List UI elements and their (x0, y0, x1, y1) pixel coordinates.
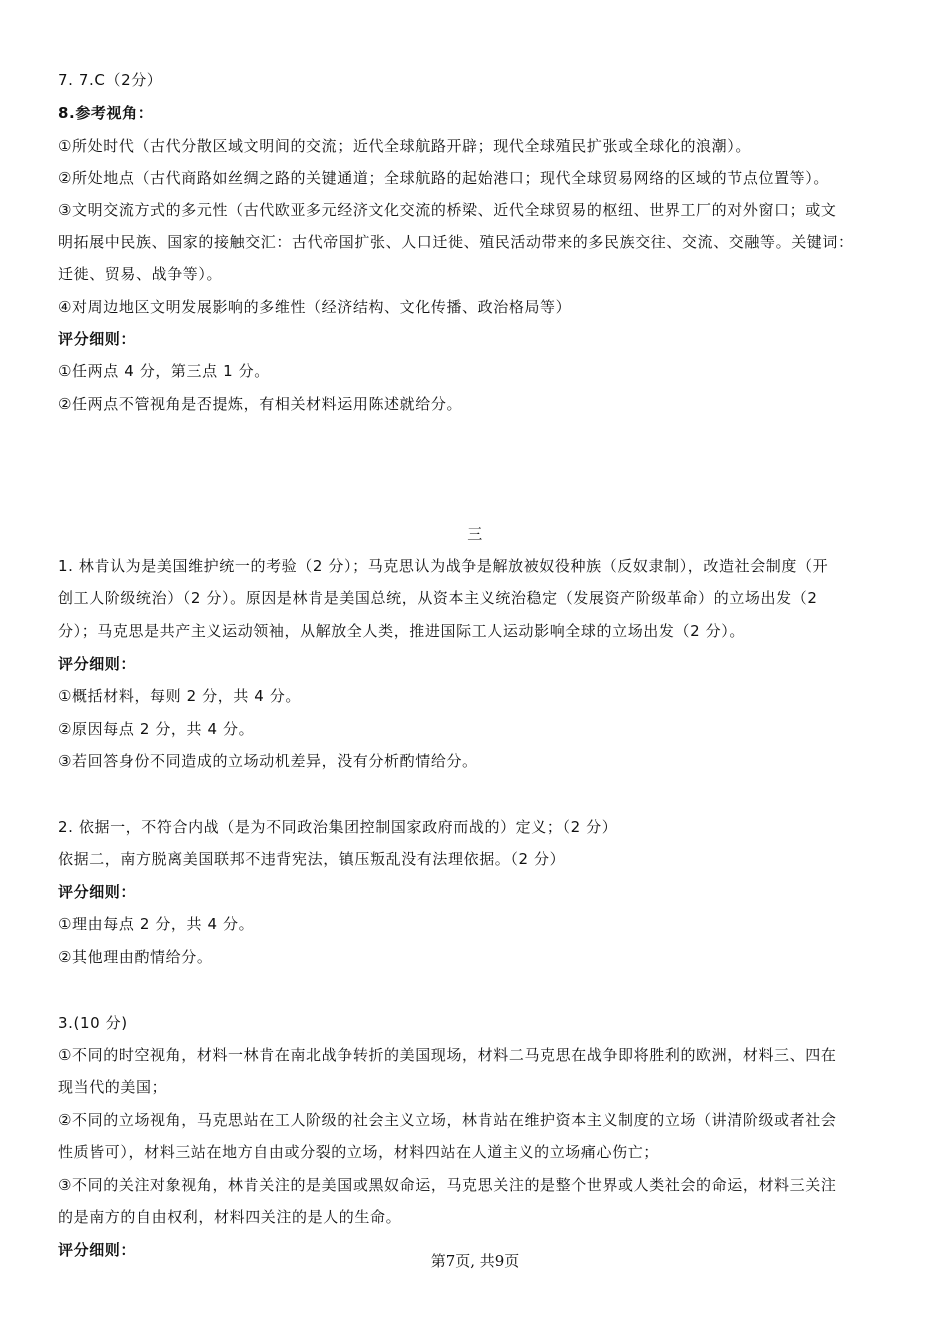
q1-line-3: 分）；马克思是共产主义运动领袖，从解放全人类，推进国际工人运动影响全球的立场出发（2 分）。 (58, 622, 745, 640)
q2-rubric-1: ①理由每点 2 分，共 4 分。 (58, 915, 255, 933)
q8-point-2: ②所处地点（古代商路如丝绸之路的关键通道；全球航路的起始港口；现代全球贸易网络的区域的节点位置等）。 (58, 169, 829, 187)
q1-line-2: 创工人阶级统治）（2 分）。原因是林肯是美国总统，从资本主义统治稳定（发展资产阶级革命）的立场出发（2 (58, 589, 818, 607)
q3-title: 3.(10 分) (58, 1014, 128, 1032)
q3-line-3: ②不同的立场视角，马克思站在工人阶级的社会主义立场，林肯站在维护资本主义制度的立场（讲清阶级或者社会 (58, 1111, 837, 1129)
q2-rubric-2: ②其他理由酌情给分。 (58, 948, 213, 966)
q3-line-2: 现当代的美国； (58, 1078, 168, 1096)
q8-rubric-title: 评分细则： (58, 330, 137, 348)
q2-line-2: 依据二，南方脱离美国联邦不违背宪法，镇压叛乱没有法理依据。（2 分） (58, 850, 566, 868)
q3-line-5: ③不同的关注对象视角，林肯关注的是美国或黑奴命运，马克思关注的是整个世界或人类社会的命运，材料三关注 (58, 1176, 837, 1194)
q7-answer: 7. 7.C（2分） (58, 71, 163, 89)
page-number: 第7页, 共9页 (430, 1252, 520, 1270)
q8-point-3: ③文明交流方式的多元性（古代欧亚多元经济文化交流的桥梁、近代全球贸易的枢纽、世界工厂的对外窗口；或文 (58, 201, 837, 219)
q1-rubric-2: ②原因每点 2 分，共 4 分。 (58, 720, 255, 738)
q1-line-1: 1. 林肯认为是美国维护统一的考验（2 分）；马克思认为战争是解放被奴役种族（反奴隶制），改造社会制度（开 (58, 557, 829, 575)
q1-rubric-1: ①概括材料，每则 2 分，共 4 分。 (58, 687, 302, 705)
q3-line-6: 的是南方的自由权利，材料四关注的是人的生命。 (58, 1208, 402, 1226)
q8-rubric-2: ②任两点不管视角是否提炼，有相关材料运用陈述就给分。 (58, 395, 463, 413)
q1-rubric-title: 评分细则： (58, 655, 137, 673)
q2-rubric-title: 评分细则： (58, 883, 137, 901)
q3-line-4: 性质皆可），材料三站在地方自由或分裂的立场，材料四站在人道主义的立场痛心伤亡； (58, 1143, 659, 1161)
section-three-heading: 三 (467, 525, 483, 543)
q2-line-1: 2. 依据一，不符合内战（是为不同政治集团控制国家政府而战的）定义；（2 分） (58, 818, 618, 836)
q1-rubric-3: ③若回答身份不同造成的立场动机差异，没有分析酌情给分。 (58, 752, 478, 770)
q8-title: 8.参考视角： (58, 104, 154, 122)
q8-point-4: ④对周边地区文明发展影响的多维性（经济结构、文化传播、政治格局等） (58, 298, 572, 316)
q8-rubric-1: ①任两点 4 分，第三点 1 分。 (58, 362, 270, 380)
q3-rubric-title: 评分细则： (58, 1241, 137, 1259)
q8-point-3-end: 迁徙、贸易、战争等）。 (58, 265, 223, 283)
q3-line-1: ①不同的时空视角，材料一林肯在南北战争转折的美国现场，材料二马克思在战争即将胜利的欧洲，材料三、四在 (58, 1046, 837, 1064)
q8-point-1: ①所处时代（古代分散区域文明间的交流；近代全球航路开辟；现代全球殖民扩张或全球化的浪潮）。 (58, 137, 751, 155)
q8-point-3-cont: 明拓展中民族、国家的接触交汇：古代帝国扩张、人口迁徙、殖民活动带来的多民族交往、交流、交融等。关键词： (58, 233, 854, 251)
